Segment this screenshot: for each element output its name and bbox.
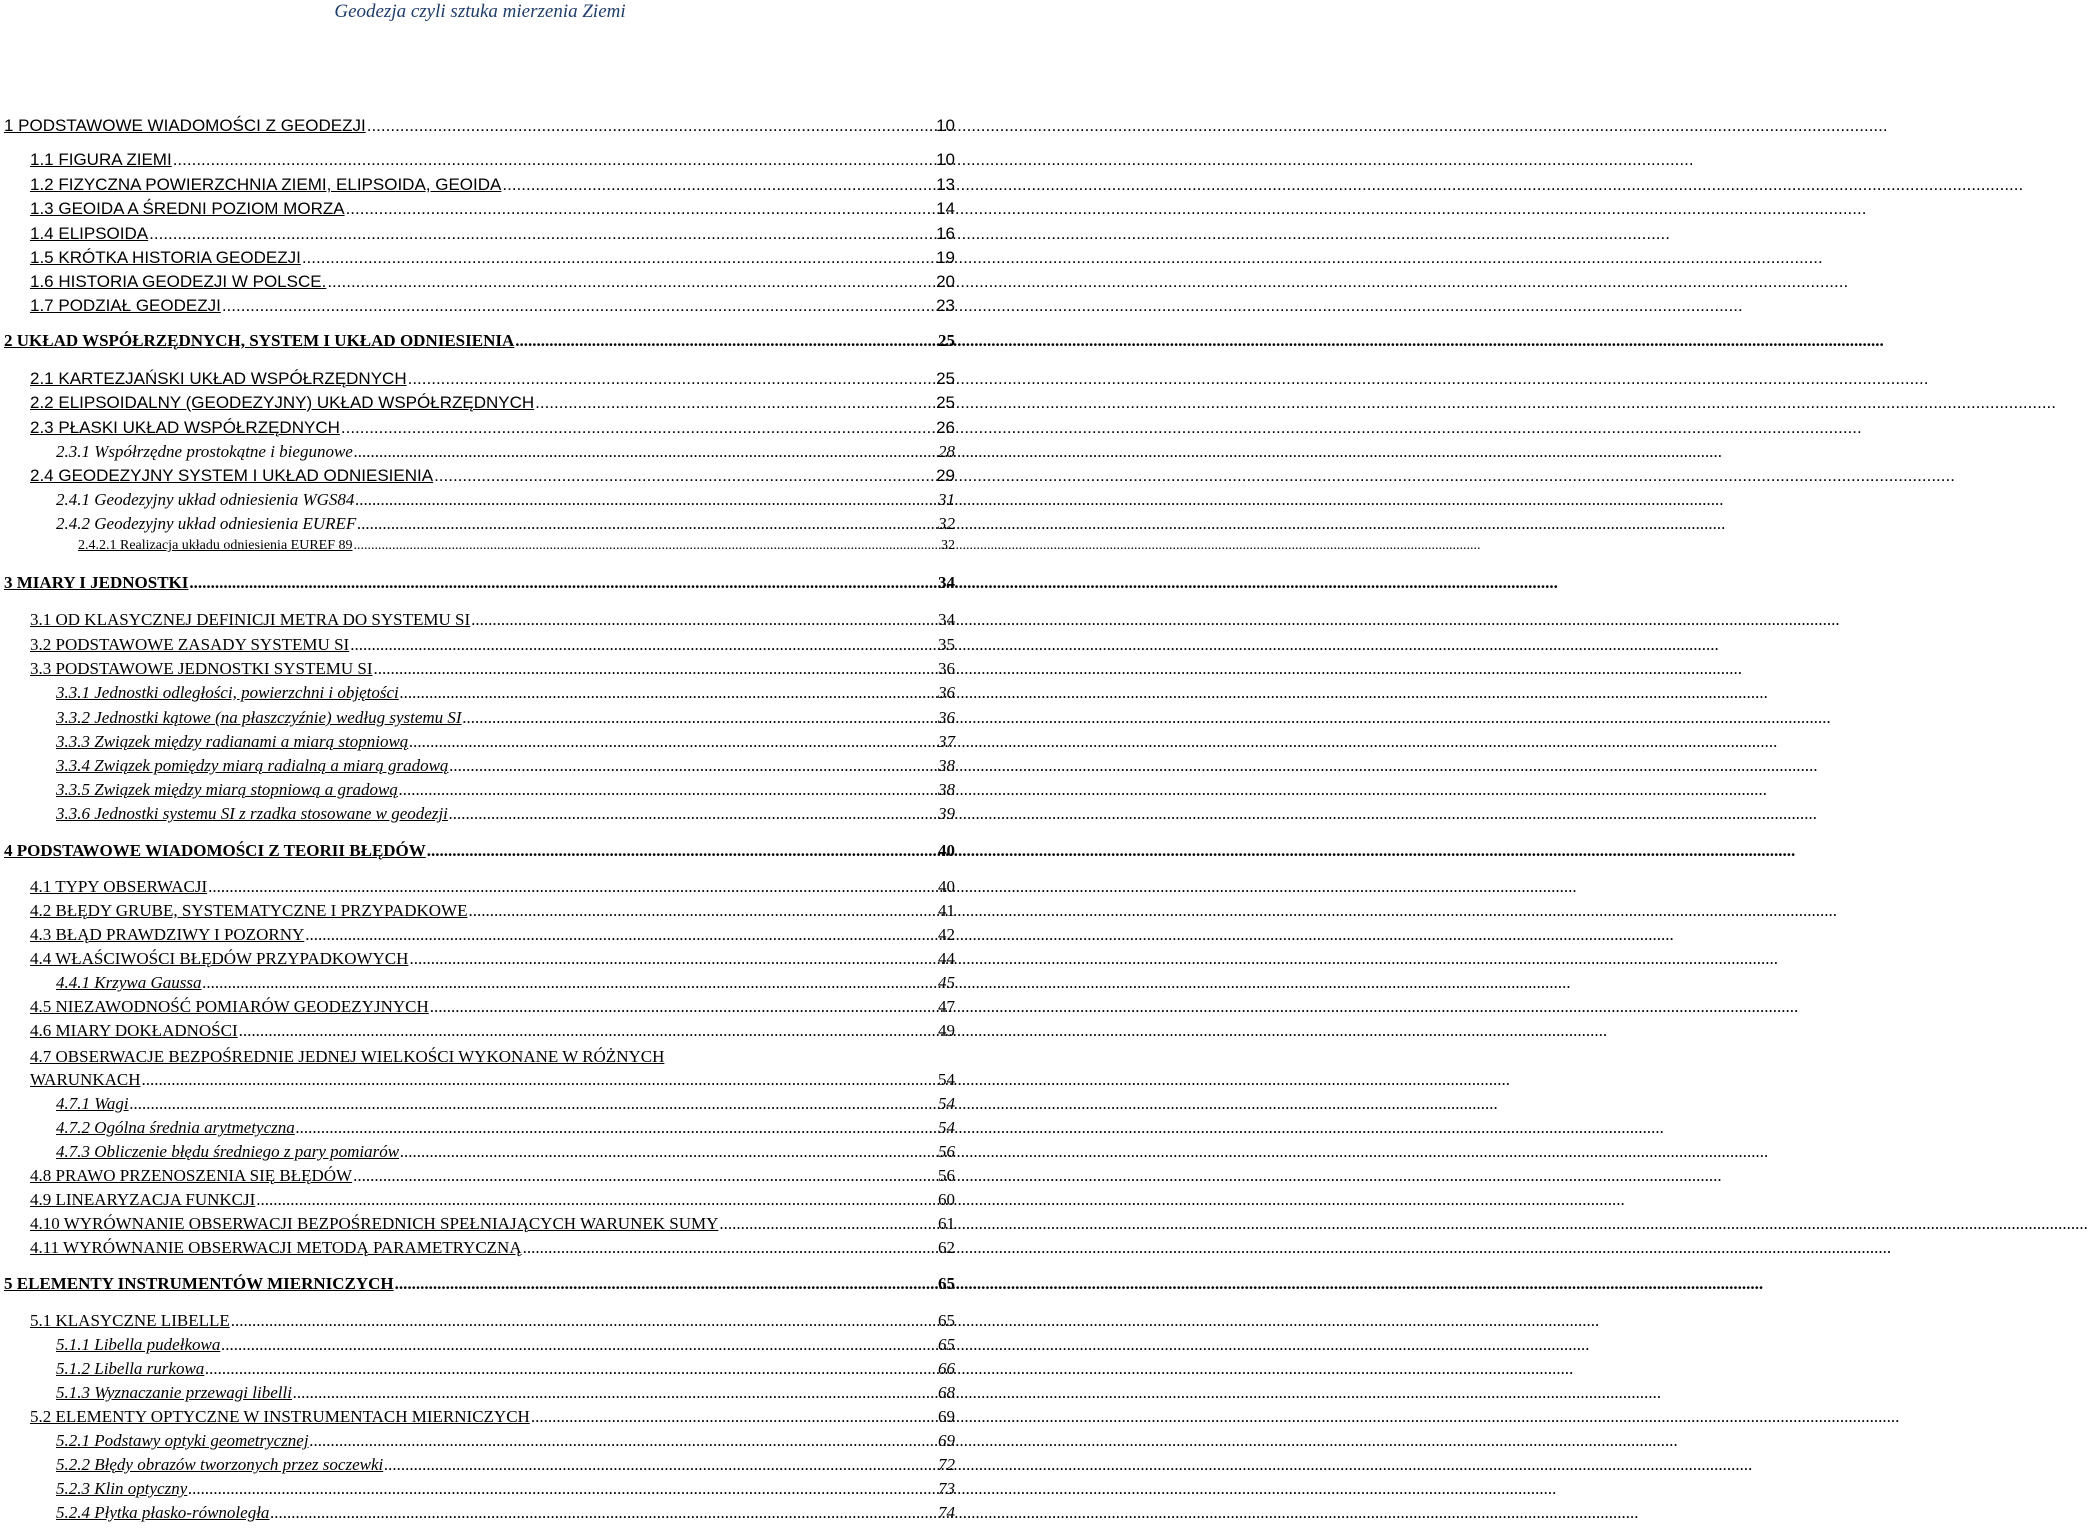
toc-entry-title: 2.2 ELIPSOIDALNY (GEODEZYJNY) UKŁAD WSPÓŁRZĘDNYCH — [30, 393, 535, 412]
toc-entry-section[interactable] — [30, 1407, 955, 1431]
toc-entry-page: 40 — [938, 877, 955, 896]
dot-leader — [350, 635, 936, 655]
toc-entry-chapter[interactable] — [4, 1274, 955, 1298]
toc-entry-page: 60 — [938, 1190, 955, 1209]
toc-entry-page: 38 — [938, 780, 955, 799]
toc-entry-subsection[interactable] — [56, 1479, 955, 1503]
toc-entry-title: 1.2 FIZYCZNA POWIERZCHNIA ZIEMI, ELIPSOIDA, GEOIDA — [30, 175, 502, 194]
dot-leader — [427, 841, 936, 861]
toc-entry-page: 14 — [936, 199, 955, 218]
toc-entry-title: 5.2.2 Błędy obrazów tworzonych przez soczewki — [56, 1455, 384, 1474]
toc-entry-title: 1.4 ELIPSOIDA — [30, 224, 149, 243]
dot-leader — [256, 1190, 936, 1210]
toc-entry-page: 54 — [938, 1070, 955, 1089]
dot-leader — [531, 1407, 936, 1427]
toc-entry-title: 4.5 NIEZAWODNOŚĆ POMIARÓW GEODEZYJNYCH — [30, 997, 429, 1016]
toc-entry-page: 44 — [938, 949, 955, 968]
dot-leader — [239, 1021, 936, 1041]
toc-entry-section[interactable] — [30, 1190, 955, 1214]
toc-entry-page: 41 — [938, 901, 955, 920]
toc-entry-title: 4.1 TYPY OBSERWACJI — [30, 877, 208, 896]
toc-entry-page: 72 — [938, 1455, 955, 1474]
toc-entry-page: 45 — [938, 973, 955, 992]
dot-leader — [408, 369, 934, 389]
toc-entry-subsection[interactable] — [56, 1503, 955, 1527]
toc-entry-section[interactable] — [30, 635, 955, 659]
toc-entry-subsection[interactable] — [56, 1359, 955, 1383]
toc-entry-section[interactable] — [30, 248, 955, 272]
toc-entry-title: 1 PODSTAWOWE WIADOMOŚCI Z GEODEZJI — [4, 116, 366, 135]
toc-entry-title: 3.3.5 Związek między miarą stopniową a gradową — [56, 780, 398, 799]
dot-leader — [719, 1214, 936, 1234]
toc-entry-title: 4.7.2 Ogólna średnia arytmetyczna — [56, 1118, 295, 1137]
toc-entry-page: 65 — [938, 1274, 955, 1293]
toc-entry-title: 3.1 OD KLASYCZNEJ DEFINICJI METRA DO SYSTEMU SI — [30, 610, 471, 629]
dot-leader — [270, 1503, 936, 1523]
toc-entry-title: 1.6 HISTORIA GEODEZJI W POLSCE. — [30, 272, 327, 291]
toc-entry-subsection[interactable] — [56, 1455, 955, 1479]
toc-entry-subsection[interactable] — [56, 1118, 955, 1142]
toc-entry-title: 4.2 BŁĘDY GRUBE, SYSTEMATYCZNE I PRZYPADKOWE — [30, 901, 468, 920]
toc-entry-subsection[interactable] — [56, 442, 955, 466]
toc-entry-title: 2.3 PŁASKI UKŁAD WSPÓŁRZĘDNYCH — [30, 418, 340, 437]
toc-entry-page: 65 — [938, 1311, 955, 1330]
toc-entry-page: 38 — [938, 756, 955, 775]
toc-entry-page: 54 — [938, 1118, 955, 1137]
toc-entry-page: 36 — [938, 683, 955, 702]
toc-entry-page: 25 — [938, 331, 955, 350]
toc-entry-subsection[interactable] — [56, 804, 955, 828]
toc-entry-title: 5.1.2 Libella rurkowa — [56, 1359, 205, 1378]
toc-entry-section[interactable] — [30, 659, 955, 683]
dot-leader — [130, 1094, 936, 1114]
dot-leader — [354, 538, 940, 554]
toc-entry-title: 4.10 WYRÓWNANIE OBSERWACJI BEZPOŚREDNICH SPEŁNIAJĄCYCH WARUNEK SUMY — [30, 1214, 719, 1233]
toc-entry-subsection[interactable] — [56, 490, 955, 514]
dot-leader — [189, 573, 936, 593]
dot-leader — [353, 1166, 936, 1186]
toc-entry-subsection[interactable] — [56, 732, 955, 756]
toc-entry-title: 4.8 PRAWO PRZENOSZENIA SIĘ BŁĘDÓW — [30, 1166, 353, 1185]
toc-entry-page: 39 — [938, 804, 955, 823]
toc-entry-chapter[interactable] — [4, 331, 955, 355]
toc-entry-page: 20 — [936, 272, 955, 291]
toc-entry-page: 54 — [938, 1094, 955, 1113]
toc-entry-subsection[interactable] — [56, 973, 955, 997]
toc-entry-subsection[interactable] — [56, 1094, 955, 1118]
dot-leader — [310, 1431, 936, 1451]
dot-leader — [384, 1455, 936, 1475]
toc-entry-page: 34 — [938, 573, 955, 592]
toc-entry-page: 34 — [938, 610, 955, 629]
toc-entry-title: 1.1 FIGURA ZIEMI — [30, 150, 172, 169]
toc-entry-page: 37 — [938, 732, 955, 751]
page-header-title: Geodezja czyli sztuka mierzenia Ziemi — [334, 1, 626, 22]
toc-entry-title: 2.4.2.1 Realizacja układu odniesienia EUREF 89 — [78, 538, 353, 553]
toc-entry-title: 4.7.3 Obliczenie błędu średniego z pary pomiarów — [56, 1142, 400, 1161]
dot-leader — [400, 683, 936, 703]
toc-entry-section[interactable] — [30, 925, 955, 949]
toc-entry-title: 3 MIARY I JEDNOSTKI — [4, 573, 189, 592]
toc-entry-page: 40 — [938, 841, 955, 860]
toc-entry-page: 28 — [938, 442, 955, 461]
dot-leader — [373, 659, 936, 679]
toc-entry-page: 68 — [938, 1383, 955, 1402]
toc-entry-title: 4 PODSTAWOWE WIADOMOŚCI Z TEORII BŁĘDÓW — [4, 841, 426, 860]
toc-entry-page: 16 — [936, 224, 955, 243]
toc-entry-page: 26 — [936, 418, 955, 437]
toc-entry-title: 1.5 KRÓTKA HISTORIA GEODEZJI — [30, 248, 301, 267]
toc-entry-subsection[interactable] — [56, 1335, 955, 1359]
dot-leader — [357, 514, 936, 534]
toc-entry-subsection[interactable] — [56, 780, 955, 804]
toc-entry-section[interactable] — [30, 296, 955, 320]
toc-entry-title: 1.7 PODZIAŁ GEODEZJI — [30, 296, 221, 315]
dot-leader — [430, 997, 936, 1017]
toc-entry-page: 56 — [938, 1166, 955, 1185]
dot-leader — [305, 925, 936, 945]
dot-leader — [149, 224, 934, 244]
toc-entry-subsection[interactable] — [56, 1431, 955, 1455]
toc-entry-page: 29 — [936, 466, 955, 485]
toc-entry-page: 13 — [936, 175, 955, 194]
toc-entry-title: 5.1.1 Libella pudełkowa — [56, 1335, 221, 1354]
toc-entry-page: 66 — [938, 1359, 955, 1378]
toc-entry-section[interactable] — [30, 199, 955, 223]
toc-entry-title: 5.2.3 Klin optyczny — [56, 1479, 188, 1498]
dot-leader — [327, 272, 934, 292]
toc-entry-section[interactable] — [30, 175, 955, 199]
toc-entry-title: 5 ELEMENTY INSTRUMENTÓW MIERNICZYCH — [4, 1274, 394, 1293]
toc-entry-section[interactable] — [30, 150, 955, 174]
toc-entry-title: 3.3 PODSTAWOWE JEDNOSTKI SYSTEMU SI — [30, 659, 373, 678]
toc-entry-section[interactable] — [30, 1311, 955, 1335]
toc-entry-title: 5.1 KLASYCZNE LIBELLE — [30, 1311, 230, 1330]
toc-entry-page: 69 — [938, 1431, 955, 1450]
toc-entry-title: 2.3.1 Współrzędne prostokątne i biegunowe — [56, 442, 353, 461]
toc-entry-title: 4.4 WŁAŚCIWOŚCI BŁĘDÓW PRZYPADKOWYCH — [30, 949, 409, 968]
toc-entry-title: 4.4.1 Krzywa Gaussa — [56, 973, 202, 992]
toc-entry-section[interactable] — [30, 997, 955, 1021]
toc-entry-page: 32 — [938, 514, 955, 533]
dot-leader — [463, 708, 936, 728]
toc-entry-section[interactable] — [30, 610, 955, 634]
toc-entry-title: 3.2 PODSTAWOWE ZASADY SYSTEMU SI — [30, 635, 350, 654]
toc-entry-section[interactable] — [30, 877, 955, 901]
toc-entry-chapter[interactable] — [4, 573, 955, 597]
toc-entry-page: 32 — [941, 538, 955, 553]
toc-entry-section[interactable] — [30, 1166, 955, 1190]
dot-leader — [409, 732, 936, 752]
toc-entry-page: 25 — [936, 393, 955, 412]
dot-leader — [205, 1359, 936, 1379]
toc-entry-title: 3.3.2 Jednostki kątowe (na płaszczyźnie) według systemu SI — [56, 708, 462, 727]
dot-leader — [142, 1070, 937, 1090]
toc-entry-section[interactable] — [30, 393, 955, 417]
dot-leader — [434, 466, 934, 486]
toc-entry-section[interactable] — [30, 1070, 955, 1094]
toc-entry-title: 3.3.6 Jednostki systemu SI z rzadka stosowane w geodezji — [56, 804, 448, 823]
dot-leader — [399, 780, 936, 800]
toc-entry-section[interactable] — [30, 901, 955, 925]
toc-entry-section[interactable] — [30, 272, 955, 296]
dot-leader — [502, 175, 934, 195]
dot-leader — [208, 877, 936, 897]
toc-entry-page: 25 — [936, 369, 955, 388]
toc-entry-page: 10 — [936, 150, 955, 169]
dot-leader — [173, 150, 934, 170]
toc-entry-title: 2.1 KARTEZJAŃSKI UKŁAD WSPÓŁRZĘDNYCH — [30, 369, 407, 388]
dot-leader — [355, 490, 936, 510]
toc-entry-page: 62 — [938, 1238, 955, 1257]
toc-entry-title: 5.1.3 Wyznaczanie przewagi libelli — [56, 1383, 292, 1402]
dot-leader — [471, 610, 936, 630]
toc-entry-page: 36 — [938, 708, 955, 727]
toc-entry-page: 49 — [938, 1021, 955, 1040]
dot-leader — [409, 949, 936, 969]
dot-leader — [515, 331, 936, 351]
dot-leader — [367, 116, 934, 136]
toc-entry-chapter[interactable] — [4, 116, 955, 140]
dot-leader — [535, 393, 934, 413]
toc-entry-page: 69 — [938, 1407, 955, 1426]
toc-entry-subsection[interactable] — [56, 1142, 955, 1166]
toc-entry-title: 2.4.1 Geodezyjny układ odniesienia WGS84 — [56, 490, 355, 509]
toc-entry-title: 5.2 ELEMENTY OPTYCZNE W INSTRUMENTACH MIERNICZYCH — [30, 1407, 530, 1426]
toc-entry-subsection[interactable] — [56, 756, 955, 780]
dot-leader — [400, 1142, 936, 1162]
toc-entry-page: 19 — [936, 248, 955, 267]
toc-entry-section[interactable] — [30, 1214, 955, 1238]
dot-leader — [296, 1118, 936, 1138]
toc-entry-subsection[interactable] — [56, 683, 955, 707]
dot-leader — [293, 1383, 936, 1403]
toc-entry-section[interactable] — [30, 369, 955, 393]
dot-leader — [221, 1335, 936, 1355]
toc-entry-title: 3.3.3 Związek między radianami a miarą stopniową — [56, 732, 409, 751]
dot-leader — [222, 296, 934, 316]
toc-entry-subsection[interactable] — [56, 708, 955, 732]
toc-entry-section[interactable] — [30, 1238, 955, 1262]
dot-leader — [468, 901, 936, 921]
toc-entry-title: 4.7.1 Wagi — [56, 1094, 129, 1113]
toc-entry-page: 23 — [936, 296, 955, 315]
toc-entry-title: 2.4.2 Geodezyjny układ odniesienia EUREF — [56, 514, 357, 533]
toc-entry-title: 2 UKŁAD WSPÓŁRZĘDNYCH, SYSTEM I UKŁAD ODNIESIENIA — [4, 331, 515, 350]
toc-entry-subsection[interactable] — [56, 1383, 955, 1407]
toc-entry-title: 4.3 BŁĄD PRAWDZIWY I POZORNY — [30, 925, 305, 944]
toc-entry-title: 3.3.1 Jednostki odległości, powierzchni i objętości — [56, 683, 399, 702]
toc-entry-page: 36 — [938, 659, 955, 678]
toc-entry-page: 73 — [938, 1479, 955, 1498]
toc-entry-title: 4.9 LINEARYZACJA FUNKCJI — [30, 1190, 256, 1209]
toc-entry-title: 4.6 MIARY DOKŁADNOŚCI — [30, 1021, 238, 1040]
dot-leader — [188, 1479, 936, 1499]
toc-entry-section[interactable] — [30, 418, 955, 442]
toc-entry-chapter[interactable] — [4, 841, 955, 865]
toc-entry-title: 1.3 GEOIDA A ŚREDNI POZIOM MORZA — [30, 199, 345, 218]
toc-entry-page: 61 — [938, 1214, 955, 1233]
toc-entry-subsubsection[interactable] — [78, 538, 955, 562]
dot-leader — [202, 973, 936, 993]
toc-entry-page: 10 — [936, 116, 955, 135]
dot-leader — [523, 1238, 936, 1258]
dot-leader — [449, 804, 936, 824]
toc-entry-section[interactable] — [30, 949, 955, 973]
toc-entry-title: 3.3.4 Związek pomiędzy miarą radialną a miarą gradową — [56, 756, 449, 775]
toc-entry-page: 65 — [938, 1335, 955, 1354]
toc-entry-section[interactable] — [30, 1021, 955, 1045]
dot-leader — [395, 1274, 936, 1294]
toc-entry-section[interactable] — [30, 224, 955, 248]
toc-entry-page: 35 — [938, 635, 955, 654]
toc-entry-title: 5.2.4 Płytka płasko-równoległa — [56, 1503, 270, 1522]
toc-entry-title: 5.2.1 Podstawy optyki geometrycznej — [56, 1431, 309, 1450]
dot-leader — [341, 418, 934, 438]
dot-leader — [449, 756, 936, 776]
toc-entry-section[interactable] — [30, 466, 955, 490]
toc-entry-page: 31 — [938, 490, 955, 509]
toc-entry-page: 56 — [938, 1142, 955, 1161]
toc-entry-title-line1[interactable]: 4.7 OBSERWACJE BEZPOŚREDNIE JEDNEJ WIELKOŚCI WYKONANE W RÓŻNYCH — [30, 1047, 665, 1066]
toc-entry-subsection[interactable] — [56, 514, 955, 538]
dot-leader — [346, 199, 935, 219]
toc-entry-title: 2.4 GEODEZYJNY SYSTEM I UKŁAD ODNIESIENIA — [30, 466, 434, 485]
toc-entry-title: 4.11 WYRÓWNANIE OBSERWACJI METODĄ PARAMETRYCZNĄ — [30, 1238, 522, 1257]
toc-entry-page: 74 — [938, 1503, 955, 1522]
toc-entry-page: 47 — [938, 997, 955, 1016]
toc-entry-title-line2: WARUNKACH — [30, 1070, 141, 1089]
toc-entry-page: 42 — [938, 925, 955, 944]
dot-leader — [354, 442, 936, 462]
dot-leader — [302, 248, 934, 268]
dot-leader — [231, 1311, 936, 1331]
